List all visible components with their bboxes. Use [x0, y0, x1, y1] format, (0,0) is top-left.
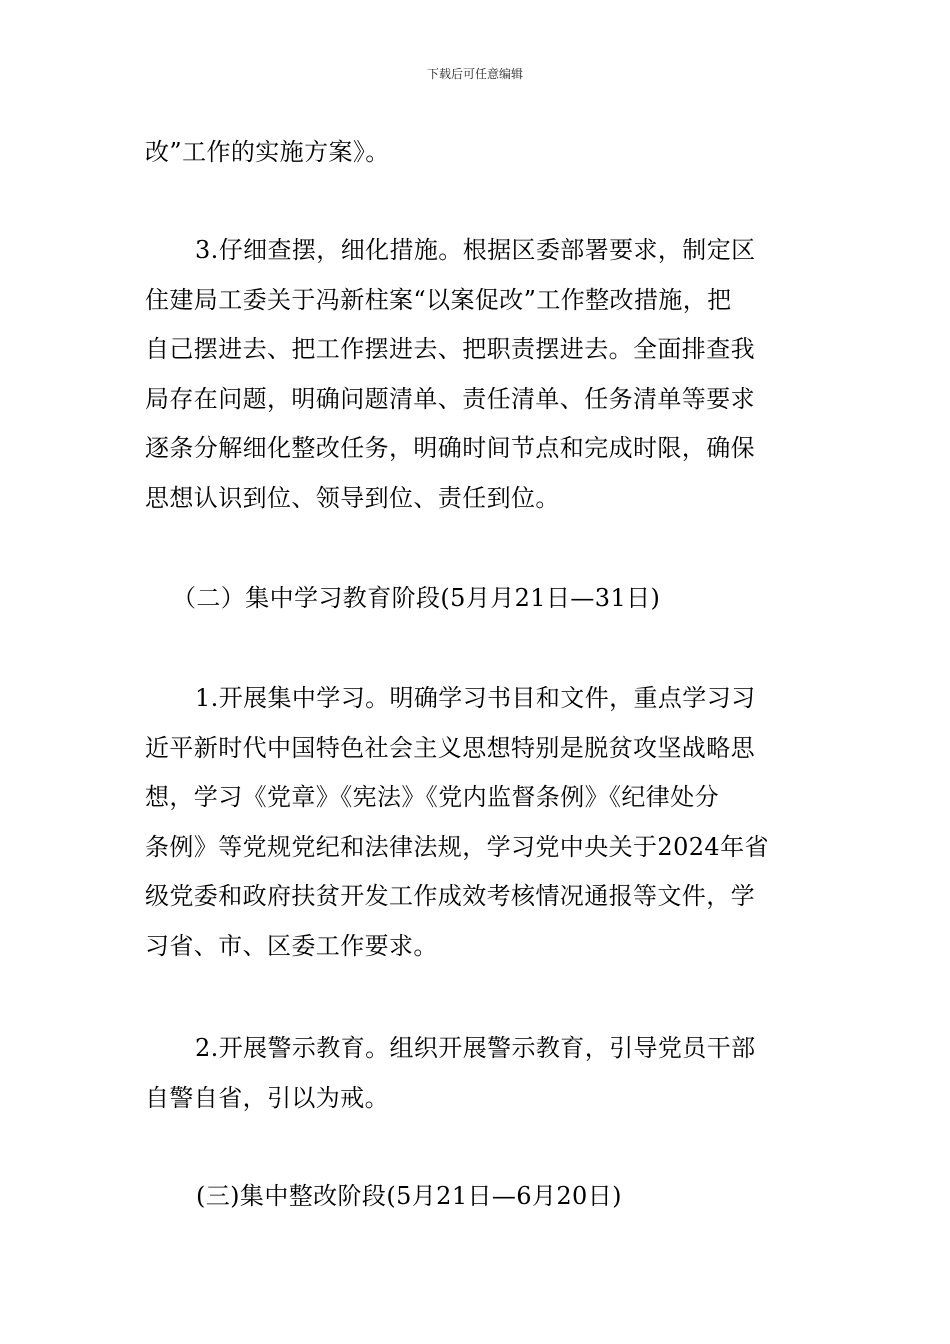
paragraph-item-1 [145, 674, 810, 972]
section-heading-3: (三)集中整改阶段(5月21日—6月20日) [196, 1182, 622, 1210]
text-line: 1.开展集中学习。明确学习书目和文件，重点学习习 [195, 684, 756, 712]
paragraph-item-2 [145, 1024, 810, 1123]
text-line: 想，学习《党章》《宪法》《党内监督条例》《纪律处分 [145, 783, 719, 812]
text-line: 近平新时代中国特色社会主义思想特别是脱贫攻坚战略思 [145, 733, 755, 762]
text-line: 级党委和政府扶贫开发工作成效考核情况通报等文件，学 [145, 882, 755, 911]
text-line: 逐条分解细化整改任务，明确时间节点和完成时限，确保 [145, 434, 755, 463]
text-line: 思想认识到位、领导到位、责任到位。 [145, 483, 560, 512]
text-line: 条例》等党规党纪和法律法规，学习党中央关于2024年省 [145, 832, 769, 861]
text-line: 3.仔细查摆，细化措施。根据区委部署要求，制定区 [195, 236, 756, 264]
text-line: 改”工作的实施方案》。 [145, 138, 390, 166]
paragraph-continuation [145, 128, 810, 178]
page-header: 下载后可任意编辑 [426, 67, 523, 81]
text-line: 住建局工委关于冯新柱案“以案促改”工作整改措施，把 [145, 285, 732, 314]
section-heading-2: （二）集中学习教育阶段(5月月21日—31日) [172, 584, 661, 612]
paragraph-item-3 [145, 226, 810, 524]
text-line: 自己摆进去、把工作摆进去、把职责摆进去。全面排查我 [145, 335, 755, 364]
text-line: 局存在问题，明确问题清单、责任清单、任务清单等要求 [145, 384, 755, 413]
text-line: 习省、市、区委工作要求。 [145, 931, 438, 960]
text-line: 2.开展警示教育。组织开展警示教育，引导党员干部 [195, 1034, 756, 1062]
text-line: 自警自省，引以为戒。 [145, 1083, 389, 1112]
